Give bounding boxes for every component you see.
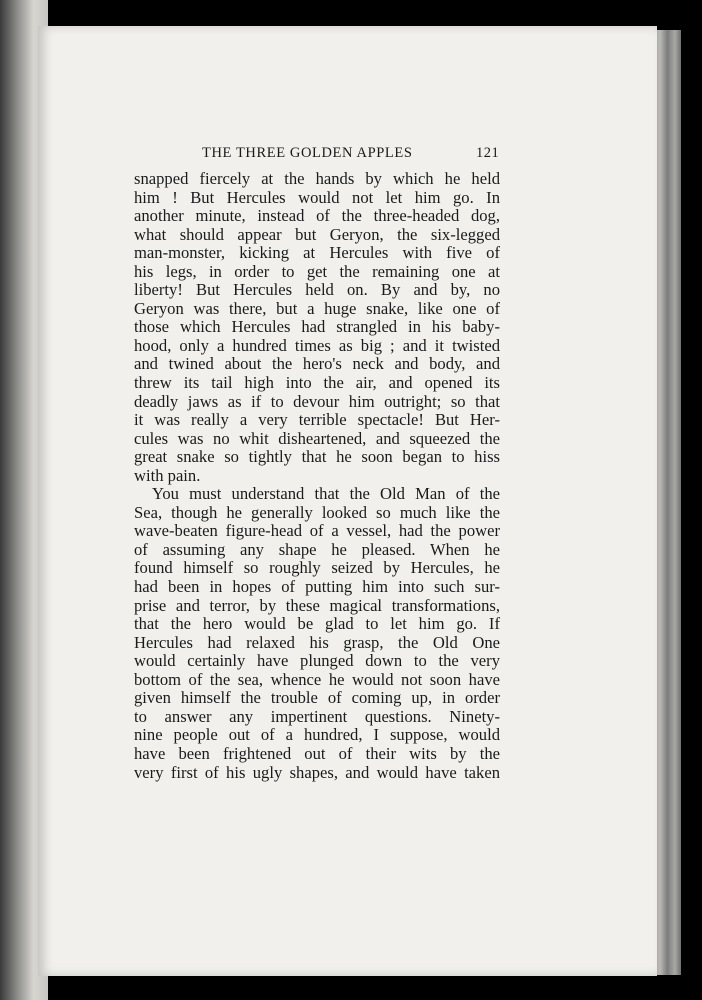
text-line: snapped fiercely at the hands by which he held <box>134 169 500 188</box>
text-line: great snake so tightly that he soon began to hiss <box>134 447 500 467</box>
paragraph-first-line: You must understand that the Old Man of the <box>152 484 500 504</box>
text-line: wave-beaten figure-head of a vessel, had the power <box>134 521 500 541</box>
text-line: to answer any impertinent questions. Ninety- <box>134 706 500 726</box>
running-head-title: THE THREE GOLDEN APPLES <box>202 145 413 161</box>
paragraph-end-line: with pain. <box>134 465 201 485</box>
text-line: and twined about the hero's neck and body, and <box>134 354 500 374</box>
body-text <box>134 170 500 782</box>
text-line: those which Hercules had strangled in his baby- <box>134 317 500 337</box>
text-line: what should appear but Geryon, the six-legged <box>134 224 500 244</box>
text-line: had been in hopes of putting him into such sur- <box>134 577 500 597</box>
text-line: very first of his ugly shapes, and would have taken <box>134 762 500 782</box>
text-line: man-monster, kicking at Hercules with five of <box>134 243 500 263</box>
text-line: hood, only a hundred times as big ; and it twisted <box>134 335 500 355</box>
text-line: nine people out of a hundred, I suppose, would <box>134 725 500 745</box>
text-line: that the hero would be glad to let him go. If <box>134 614 500 634</box>
text-line: his legs, in order to get the remaining one at <box>134 261 500 281</box>
text-line: Geryon was there, but a huge snake, like one of <box>134 298 500 318</box>
text-line: found himself so roughly seized by Hercules, he <box>134 558 500 578</box>
text-line: bottom of the sea, whence he would not soon have <box>134 669 500 689</box>
text-line: would certainly have plunged down to the very <box>134 651 500 671</box>
text-line: given himself the trouble of coming up, in order <box>134 688 500 708</box>
text-line: another minute, instead of the three-headed dog, <box>134 206 500 226</box>
book-page <box>38 26 657 976</box>
text-line: deadly jaws as if to devour him outright; so that <box>134 391 500 411</box>
running-head <box>38 145 657 167</box>
text-line: Sea, though he generally looked so much like the <box>134 502 500 522</box>
text-line: it was really a very terrible spectacle! But Her- <box>134 410 500 430</box>
text-line: Hercules had relaxed his grasp, the Old One <box>134 632 500 652</box>
page-number: 121 <box>476 145 500 161</box>
text-line: liberty! But Hercules held on. By and by, no <box>134 280 500 300</box>
text-line: have been frightened out of their wits by the <box>134 743 500 763</box>
text-line: cules was no whit disheartened, and squeezed the <box>134 428 500 448</box>
text-line: of assuming any shape he pleased. When he <box>134 539 500 559</box>
text-line: threw its tail high into the air, and opened its <box>134 373 500 393</box>
text-line: prise and terror, by these magical transformations, <box>134 595 500 615</box>
text-line: him ! But Hercules would not let him go. In <box>134 187 500 207</box>
